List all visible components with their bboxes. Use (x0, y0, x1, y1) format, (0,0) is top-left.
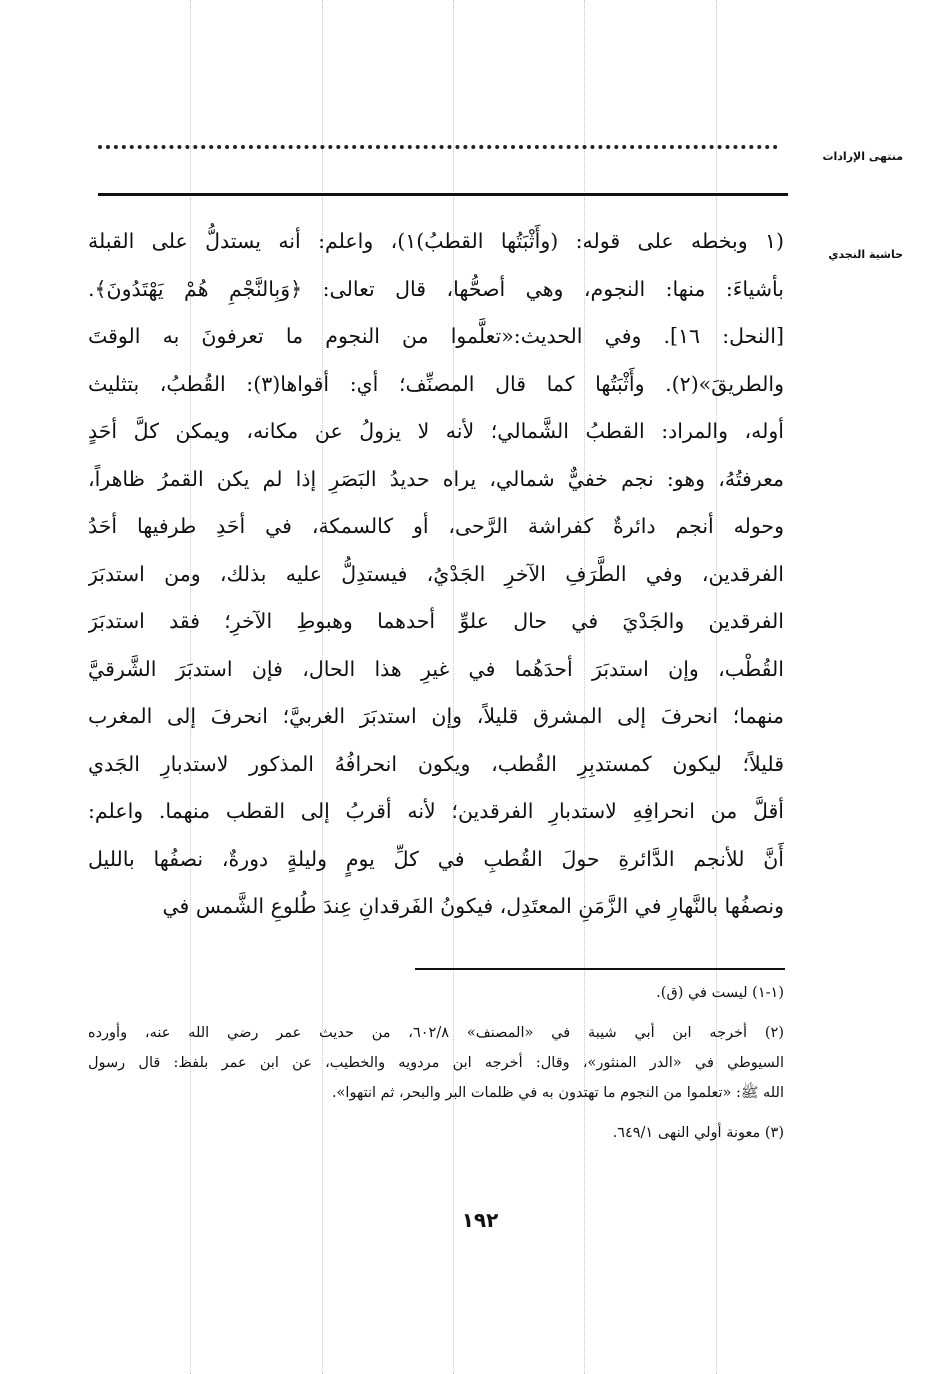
text-line: القُطْب، وإن استدبَرَ أحدَهُما في غيرِ هذا الحال، فإن استدبَرَ الشَّرقيَّ (88, 656, 784, 681)
side-label: حاشية النجدي (828, 248, 903, 261)
footnote-line: (٣) معونة أولي النهى ٦٤٩/١. (612, 1125, 784, 1141)
header-dotted-rule (98, 145, 778, 149)
text-line: (١ وبخطه على قوله: (وأَثْبَتُها القطبُ)١)، واعلم: أنه يستدلُّ على القبلة (88, 229, 784, 253)
text-line: الفرقدين، وفي الطَّرَفِ الآخرِ الجَدْيُ، فيستدِلُّ عليه بذلك، ومن استدبَرَ (88, 561, 784, 586)
text-line: معرفتُهُ، وهو: نجم خفيٌّ شمالي، يراه حديدُ البَصَرِ إذا لم يكن القمرُ ظاهراً، (88, 466, 784, 491)
text-line: أَنَّ للأنجم الدَّائرةِ حولَ القُطبِ في كلِّ يومٍ وليلةٍ دورةٌ، نصفُها بالليل (88, 846, 784, 871)
text-line: ونصفُها بالنَّهارِ في الزَّمَنِ المعتَدِل، فيكونُ الفَرقدانِ عِندَ طُلوعِ الشَّمس في (162, 894, 784, 918)
footnote-line: (١-١) ليست في (ق). (656, 985, 784, 1001)
text-line: منهما؛ انحرفَ إلى المشرق قليلاً، وإن استدبَرَ الغربيَّ؛ انحرفَ إلى المغرب (88, 704, 784, 728)
text-line: بأشياءَ: منها: النجوم، وهي أصحُّها، قال تعالى: ﴿وَبِالنَّجْمِ هُمْ يَهْتَدُونَ﴾. (88, 276, 784, 301)
footnote-1 (88, 978, 784, 1008)
text-line: والطريقَ»(٢). وأَثْبَتُها كما قال المصنِّف؛ أي: أقواها(٣): القُطبُ، بتثليث (88, 371, 784, 396)
footnote-2 (88, 1018, 784, 1108)
main-body-text (88, 218, 784, 931)
running-header-title: منتهى الإرادات (822, 150, 903, 163)
footnote-3 (88, 1118, 784, 1148)
text-line: الفرقدين والجَدْيَ في حال علوِّ أحدهما وهبوطِ الآخرِ؛ فقد استدبَرَ (88, 609, 784, 633)
text-line: أوله، والمراد: القطبُ الشَّمالي؛ لأنه لا يزولُ عن مكانه، ويمكن كلَّ أحَدٍ (88, 419, 784, 443)
footnote-separator (415, 968, 785, 970)
text-line: [النحل: ١٦]. وفي الحديث:«تعلَّموا من النجوم ما تعرفونَ به الوقتَ (88, 324, 784, 348)
page-number: ١٩٢ (461, 1208, 499, 1232)
text-line: أقلَّ من انحرافِهِ لاستدبارِ الفرقدين؛ لأنه أقربُ إلى القطب منهما. واعلم: (88, 799, 784, 823)
text-line: قليلاً؛ ليكون كمستدبِرِ القُطب، ويكون انحرافُهُ المذكور لاستدبارِ الجَدي (88, 751, 784, 776)
text-line: وحوله أنجم دائرةٌ كفراشة الرَّحى، أو كالسمكة، في أحَدِ طرفيها أحَدُ (88, 514, 784, 538)
footnote-line: الله ﷺ: «تعلموا من النجوم ما تهتدون به في ظلمات البر والبحر، ثم انتهوا». (331, 1085, 784, 1101)
header-rule (98, 193, 788, 196)
footnotes (88, 978, 784, 1158)
footnote-line: (٢) أخرجه ابن أبي شيبة في «المصنف» ٦٠٢/٨، من حديث عمر رضي الله عنه، وأورده (88, 1025, 784, 1041)
footnote-line: السيوطي في «الدر المنثور»، وقال: أخرجه ابن مردويه والخطيب، عن ابن عمر بلفظ: قال رسول (88, 1055, 784, 1071)
